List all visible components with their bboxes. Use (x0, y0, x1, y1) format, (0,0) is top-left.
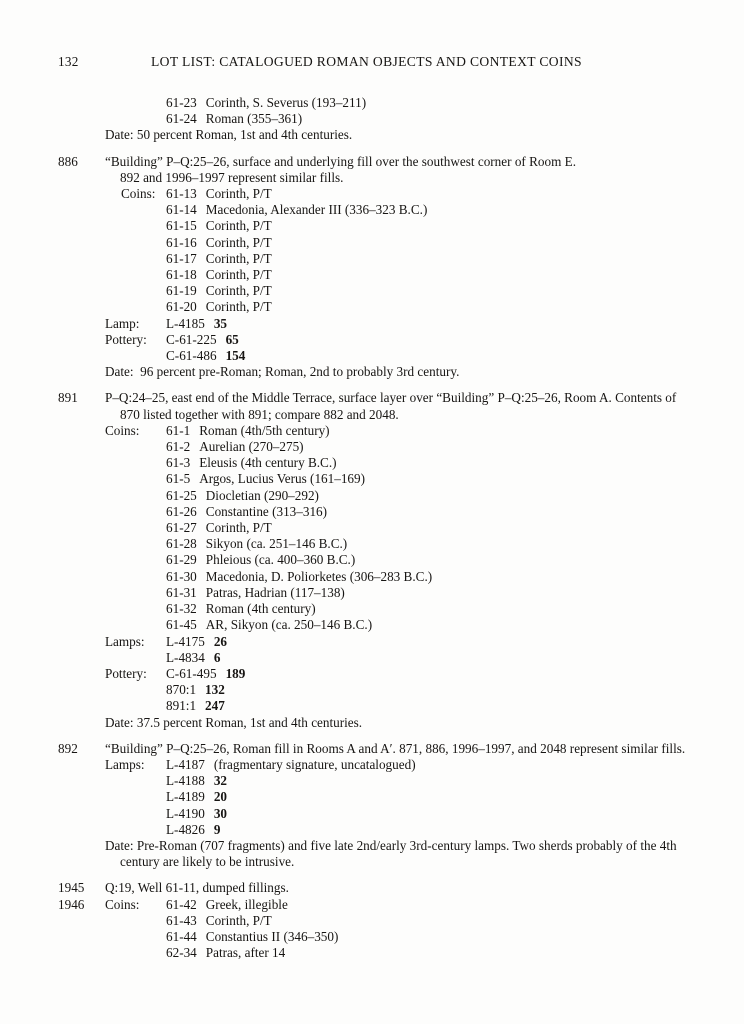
date-line: Date: Pre-Roman (707 fragments) and five late 2nd/early 3rd-century lamps. Two sherds probably of the 4th (105, 837, 677, 853)
object-id: 61-29 (166, 552, 197, 568)
text-line (0, 585, 744, 601)
date-line: Date: 37.5 percent Roman, 1st and 4th centuries. (105, 714, 363, 730)
text-line (0, 838, 744, 854)
date-line: Date: 50 percent Roman, 1st and 4th centuries. (105, 127, 353, 143)
text-line (0, 407, 744, 423)
text-line (0, 471, 744, 487)
object-description: Patras, after 14 (205, 945, 286, 961)
object-id: 891:1 (166, 698, 197, 714)
object-id: L-4185 (166, 315, 205, 331)
object-id: L-4826 (166, 821, 205, 837)
text-line (0, 929, 744, 945)
lot-entry-partial (0, 95, 744, 144)
object-description: Macedonia, Alexander III (336–323 B.C.) (205, 202, 428, 218)
text-line (0, 666, 744, 682)
section-label: Coins: (105, 896, 140, 912)
object-id: L-4189 (166, 789, 205, 805)
object-id: 61-32 (166, 601, 197, 617)
object-id: 61-16 (166, 234, 197, 250)
text-line (0, 854, 744, 870)
fragment-count: 9 (213, 821, 221, 837)
text-line (0, 789, 744, 805)
text-line (0, 235, 744, 251)
section-label: Lamp: (105, 315, 140, 331)
section-label: Coins: (121, 186, 156, 202)
object-description: Roman (4th century) (205, 601, 316, 617)
object-description: Constantine (313–316) (205, 503, 328, 519)
date-line: century are likely to be intrusive. (120, 854, 295, 870)
object-id: L-4175 (166, 633, 205, 649)
object-id: 61-5 (166, 471, 191, 487)
text-line (0, 251, 744, 267)
lot-list (0, 95, 744, 961)
object-id: 61-26 (166, 503, 197, 519)
text-line (0, 202, 744, 218)
text-line (0, 170, 744, 186)
object-id: 61-28 (166, 536, 197, 552)
object-id: 870:1 (166, 682, 197, 698)
object-description: Greek, illegible (205, 896, 288, 912)
text-line (0, 267, 744, 283)
section-label: Coins: (105, 422, 140, 438)
object-id: 61-27 (166, 520, 197, 536)
running-title: LOT LIST: CATALOGUED ROMAN OBJECTS AND CONTEXT COINS (151, 54, 582, 69)
object-description: Corinth, P/T (205, 912, 272, 928)
text-line (0, 520, 744, 536)
text-line (0, 715, 744, 731)
object-description: Corinth, P/T (205, 218, 272, 234)
lot-entry-1945 (0, 880, 744, 896)
text-line (0, 283, 744, 299)
object-id: C-61-225 (166, 331, 217, 347)
text-line (0, 634, 744, 650)
object-id: L-4188 (166, 773, 205, 789)
object-id: 61-42 (166, 896, 197, 912)
lot-number: 1946 (58, 896, 85, 912)
lot-entry-892 (0, 741, 744, 871)
object-id: 61-31 (166, 584, 197, 600)
text-line (0, 423, 744, 439)
entry-description: “Building” P–Q:25–26, Roman fill in Rooms A and A′. 871, 886, 1996–1997, and 2048 represent similar fills. (105, 740, 686, 756)
text-line (0, 95, 744, 111)
text-line (0, 316, 744, 332)
lot-number: 891 (58, 390, 78, 406)
section-label: Pottery: (105, 331, 147, 347)
text-line (0, 127, 744, 143)
text-line (0, 552, 744, 568)
text-line (0, 698, 744, 714)
text-line (0, 773, 744, 789)
text-line (0, 945, 744, 961)
lot-number: 892 (58, 740, 78, 756)
object-id: 61-20 (166, 299, 197, 315)
date-line: Date: 96 percent pre-Roman; Roman, 2nd to probably 3rd century. (105, 364, 460, 380)
object-id: C-61-486 (166, 348, 217, 364)
section-label: Pottery: (105, 665, 147, 681)
object-description: Corinth, P/T (205, 283, 272, 299)
fragment-count: 65 (225, 331, 239, 347)
object-description: Corinth, P/T (205, 250, 272, 266)
object-id: 61-44 (166, 928, 197, 944)
text-line (0, 299, 744, 315)
object-description: (fragmentary signature, uncatalogued) (213, 756, 416, 772)
object-description: Argos, Lucius Verus (161–169) (199, 471, 365, 487)
text-line (0, 504, 744, 520)
text-line (0, 488, 744, 504)
text-line (0, 757, 744, 773)
object-description: Constantius II (346–350) (205, 928, 339, 944)
fragment-count: 35 (213, 315, 228, 331)
object-id: 61-2 (166, 439, 191, 455)
object-id: 61-19 (166, 283, 197, 299)
object-description: Corinth, P/T (205, 234, 272, 250)
object-id: 62-34 (166, 945, 197, 961)
text-line (0, 617, 744, 633)
object-description: Sikyon (ca. 251–146 B.C.) (205, 536, 348, 552)
section-label: Lamps: (105, 633, 145, 649)
text-line (0, 682, 744, 698)
object-id: 61-14 (166, 202, 197, 218)
object-description: Macedonia, D. Poliorketes (306–283 B.C.) (205, 568, 433, 584)
object-id: 61-13 (166, 186, 197, 202)
text-line (0, 536, 744, 552)
fragment-count: 6 (213, 649, 221, 665)
text-line (0, 154, 744, 170)
entry-description: “Building” P–Q:25–26, surface and underlying fill over the southwest corner of Room E. (105, 153, 576, 169)
object-description: Aurelian (270–275) (199, 439, 304, 455)
object-description: Corinth, P/T (205, 299, 272, 315)
lot-number: 886 (58, 153, 78, 169)
text-line (0, 348, 744, 364)
page-header (0, 0, 744, 72)
object-id: 61-23 (166, 95, 197, 110)
object-description: AR, Sikyon (ca. 250–146 B.C.) (205, 617, 373, 633)
fragment-count: 132 (205, 682, 225, 698)
text-line (0, 822, 744, 838)
text-line (0, 741, 744, 757)
object-description: Diocletian (290–292) (205, 487, 319, 503)
text-line (0, 569, 744, 585)
object-description: Corinth, P/T (205, 186, 272, 202)
lot-number: 1945 (58, 880, 85, 896)
entry-description-continued: 870 listed together with 891; compare 882 and 2048. (120, 406, 399, 422)
lot-entry-1946 (0, 897, 744, 962)
object-id: 61-30 (166, 568, 197, 584)
object-id: 61-3 (166, 455, 191, 471)
object-description: Roman (355–361) (205, 111, 303, 127)
object-id: C-61-495 (166, 665, 217, 681)
text-line (0, 390, 744, 406)
object-id: L-4834 (166, 649, 205, 665)
object-description: Corinth, S. Severus (193–211) (205, 95, 367, 110)
fragment-count: 189 (225, 665, 246, 681)
entry-description-continued: 892 and 1996–1997 represent similar fills. (120, 169, 344, 185)
fragment-count: 20 (213, 789, 228, 805)
text-line (0, 455, 744, 471)
object-description: Corinth, P/T (205, 267, 272, 283)
object-description: Eleusis (4th century B.C.) (199, 455, 337, 471)
object-id: 61-43 (166, 912, 197, 928)
text-line (0, 111, 744, 127)
entry-description: P–Q:24–25, east end of the Middle Terrace, surface layer over “Building” P–Q:25–26, Room A. Contents of (105, 390, 677, 406)
text-line (0, 332, 744, 348)
text-line (0, 364, 744, 380)
object-description: Phleious (ca. 400–360 B.C.) (205, 552, 356, 568)
text-line (0, 218, 744, 234)
text-line (0, 601, 744, 617)
page-number: 132 (58, 54, 79, 69)
text-line (0, 880, 744, 896)
text-line (0, 806, 744, 822)
object-description: Roman (4th/5th century) (199, 422, 330, 438)
fragment-count: 32 (213, 773, 228, 789)
object-id: 61-1 (166, 422, 191, 438)
object-id: 61-25 (166, 487, 197, 503)
object-id: 61-15 (166, 218, 197, 234)
section-label: Lamps: (105, 756, 145, 772)
object-id: 61-18 (166, 267, 197, 283)
fragment-count: 30 (213, 805, 228, 821)
entry-description: Q:19, Well 61-11, dumped fillings. (105, 880, 289, 896)
object-description: Corinth, P/T (205, 520, 272, 536)
text-line (0, 913, 744, 929)
fragment-count: 26 (213, 633, 228, 649)
object-id: L-4190 (166, 805, 205, 821)
fragment-count: 154 (225, 348, 246, 364)
fragment-count: 247 (205, 698, 225, 714)
lot-entry-886 (0, 154, 744, 381)
object-id: L-4187 (166, 756, 205, 772)
text-line (0, 186, 744, 202)
text-line (0, 650, 744, 666)
text-line (0, 897, 744, 913)
object-id: 61-24 (166, 111, 197, 127)
text-line (0, 439, 744, 455)
object-id: 61-17 (166, 250, 197, 266)
lot-entry-891 (0, 390, 744, 730)
object-description: Patras, Hadrian (117–138) (205, 584, 345, 600)
object-id: 61-45 (166, 617, 197, 633)
